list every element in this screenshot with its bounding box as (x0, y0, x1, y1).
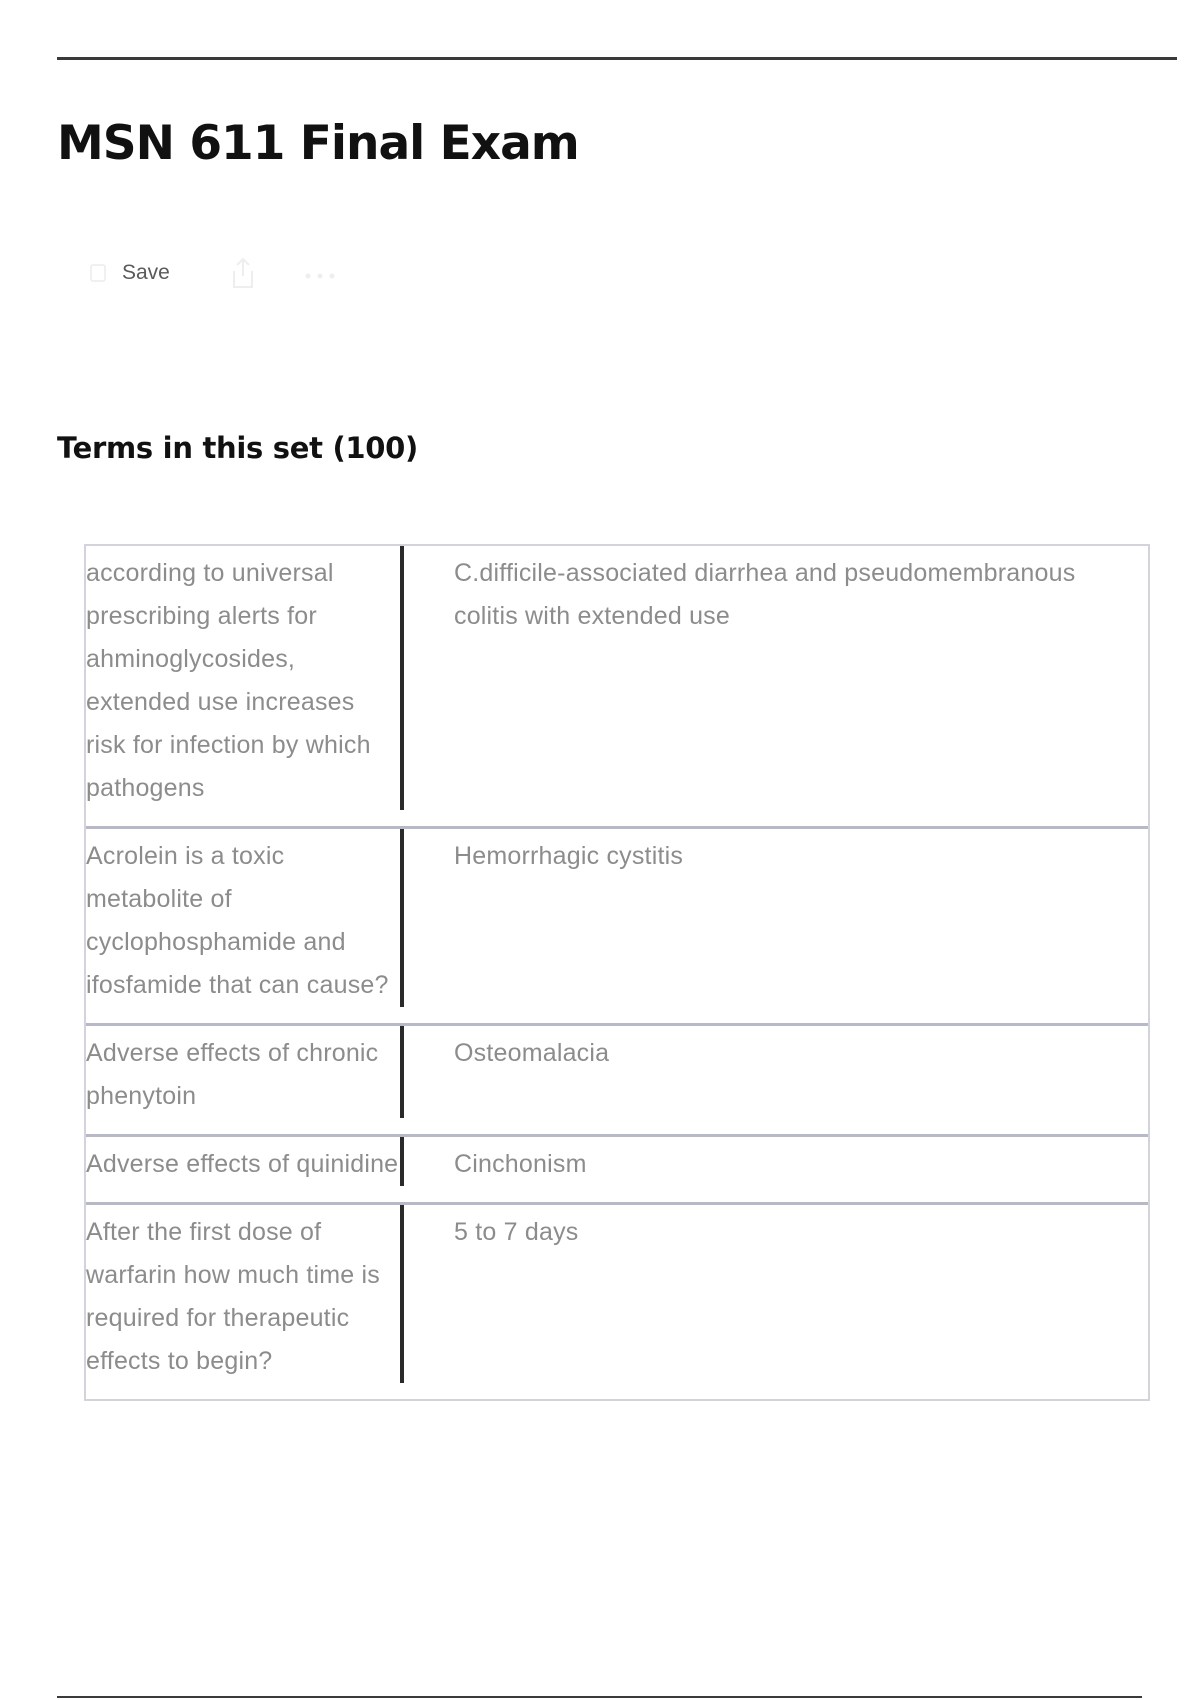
definition-text: C.difficile-associated diarrhea and pseudomembranous colitis with extended use (454, 559, 1076, 630)
share-icon[interactable] (228, 256, 258, 290)
term-row (86, 546, 1148, 826)
top-rule (57, 57, 1177, 60)
term-text: according to universal prescribing alerts for ahminoglycosides, extended use increases risk for infection by which pathogens (86, 559, 371, 802)
terms-table (84, 544, 1150, 1401)
bottom-rule (57, 1696, 1142, 1698)
term-row (86, 1023, 1148, 1134)
term-row (86, 1134, 1148, 1202)
page-title: MSN 611 Final Exam (57, 116, 579, 171)
definition-text: Cinchonism (454, 1150, 587, 1178)
toolbar (90, 256, 338, 290)
term-text: Acrolein is a toxic metabolite of cyclophosphamide and ifosfamide that can cause? (86, 842, 389, 999)
definition-text: Osteomalacia (454, 1039, 610, 1067)
more-icon[interactable] (302, 268, 338, 278)
save-button[interactable] (90, 261, 170, 285)
section-heading: Terms in this set (100) (57, 431, 418, 465)
definition-text: 5 to 7 days (454, 1218, 579, 1246)
term-row (86, 1202, 1148, 1399)
bookmark-icon (90, 264, 106, 282)
save-label: Save (122, 261, 170, 284)
term-text: Adverse effects of chronic phenytoin (86, 1039, 379, 1110)
term-text: Adverse effects of quinidine (86, 1150, 399, 1178)
definition-text: Hemorrhagic cystitis (454, 842, 684, 870)
term-text: After the first dose of warfarin how much time is required for therapeutic effects to begin? (86, 1218, 380, 1375)
term-row (86, 826, 1148, 1023)
